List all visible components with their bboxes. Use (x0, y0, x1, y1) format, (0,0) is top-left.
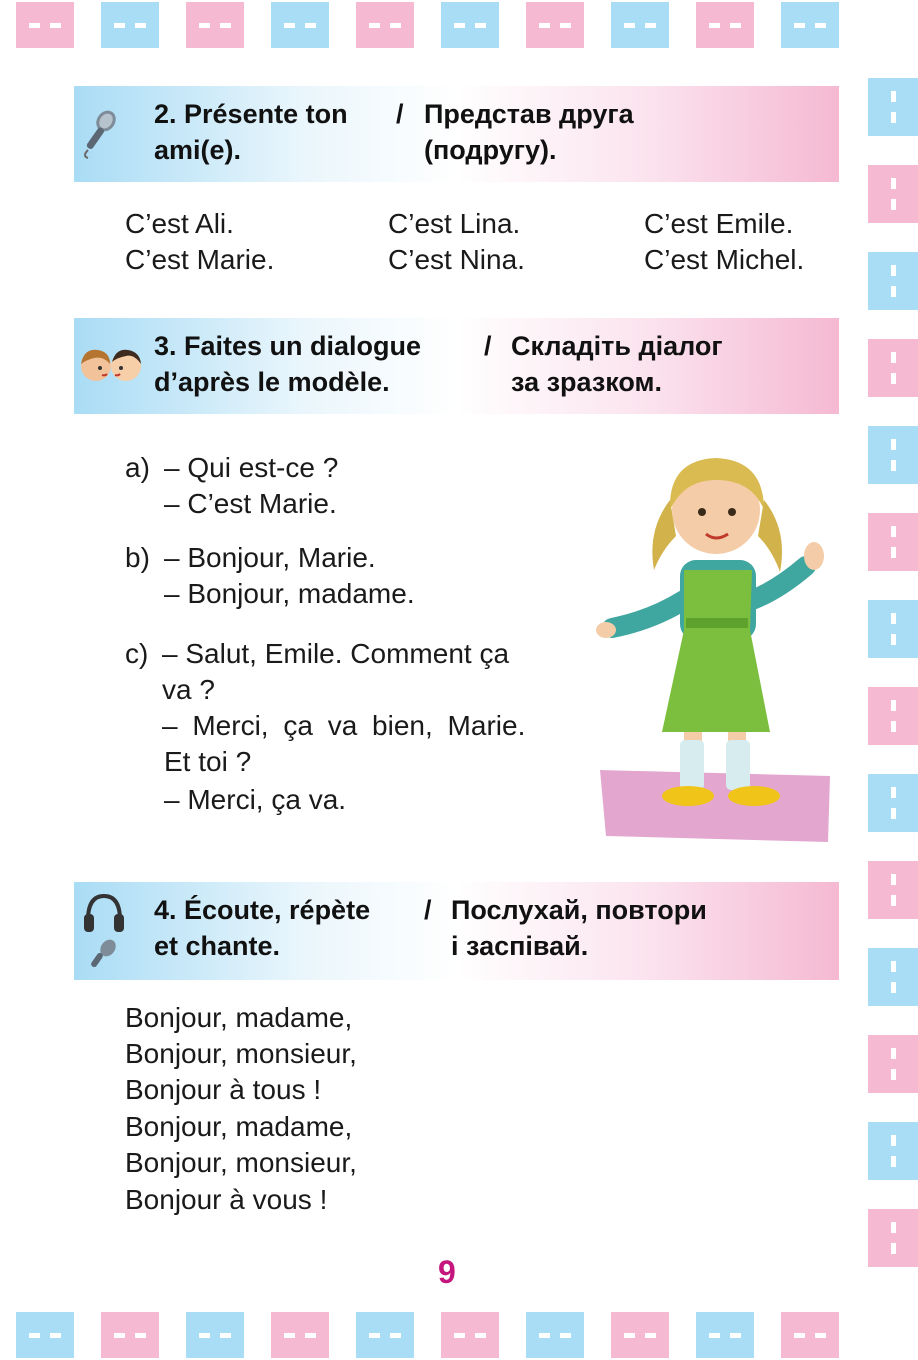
exercise-3-title-ua: Складіть діалог за зразком. (511, 331, 723, 397)
exercise-2-item: C’est Marie. (125, 244, 275, 275)
headphones-microphone-icon (82, 890, 126, 972)
border-tile (186, 1312, 244, 1358)
dialogue-line: Et toi ? (164, 746, 252, 777)
border-tile (356, 2, 414, 48)
border-tile (101, 2, 159, 48)
decorative-border-bottom (0, 1312, 918, 1360)
border-tile (271, 2, 329, 48)
border-tile (868, 774, 918, 832)
exercise-2-item: C’est Michel. (644, 244, 805, 275)
dialogue-marker-b: b) (125, 542, 150, 573)
border-tile (868, 426, 918, 484)
girl-illustration (592, 440, 842, 844)
border-tile (868, 513, 918, 571)
border-tile (441, 2, 499, 48)
song-line: Bonjour, monsieur, (125, 1038, 357, 1069)
border-tile (868, 339, 918, 397)
border-tile (868, 252, 918, 310)
dialogue-line: – Salut, Emile. Comment ça (162, 638, 510, 669)
exercise-2-title-fr: 2. Présente ton ami(e). (154, 99, 348, 165)
border-tile (868, 1035, 918, 1093)
exercise-4-separator: / (424, 895, 432, 925)
exercise-2-item: C’est Emile. (644, 208, 794, 239)
exercise-4-header (74, 882, 839, 980)
border-tile (868, 600, 918, 658)
exercise-3-separator: / (484, 331, 492, 361)
exercise-4-title-ua: Послухай, повтори і заспівай. (451, 895, 707, 961)
border-tile (868, 78, 918, 136)
border-tile (186, 2, 244, 48)
border-tile (696, 1312, 754, 1358)
exercise-2-separator: / (396, 99, 404, 129)
border-tile (101, 1312, 159, 1358)
exercise-2-item: C’est Nina. (388, 244, 525, 275)
dialogue-line: – C’est Marie. (164, 488, 337, 519)
border-tile (526, 1312, 584, 1358)
exercise-4-title-fr: 4. Écoute, répète et chante. (154, 895, 371, 961)
dialogue-marker-c: c) (125, 638, 149, 669)
exercise-2-item: C’est Ali. (125, 208, 234, 239)
dialogue-marker-a: a) (125, 452, 150, 483)
song-line: Bonjour à tous ! (125, 1074, 322, 1105)
exercise-2-item: C’est Lina. (388, 208, 521, 239)
decorative-border-top (0, 0, 918, 48)
border-tile (441, 1312, 499, 1358)
microphone-icon (80, 108, 122, 160)
border-tile (271, 1312, 329, 1358)
border-tile (781, 2, 839, 48)
dialogue-line: – Qui est-ce ? (164, 452, 339, 483)
song-line: Bonjour, madame, (125, 1111, 353, 1142)
song-line: Bonjour à vous ! (125, 1184, 328, 1215)
exercise-2-header (74, 86, 839, 182)
page-number: 9 (438, 1254, 456, 1290)
border-tile (356, 1312, 414, 1358)
border-tile (868, 687, 918, 745)
border-tile (868, 1122, 918, 1180)
dialogue-line: – Bonjour, madame. (164, 578, 415, 609)
border-tile (868, 861, 918, 919)
two-children-icon (76, 342, 146, 390)
border-tile (611, 2, 669, 48)
border-tile (868, 165, 918, 223)
exercise-2-title-ua: Представ друга (подругу). (424, 99, 634, 165)
song-line: Bonjour, monsieur, (125, 1147, 357, 1178)
song-line: Bonjour, madame, (125, 1002, 353, 1033)
border-tile (696, 2, 754, 48)
border-tile (781, 1312, 839, 1358)
border-tile (868, 948, 918, 1006)
exercise-3-header (74, 318, 839, 414)
border-tile (16, 1312, 74, 1358)
dialogue-line: – Bonjour, Marie. (164, 542, 376, 573)
border-tile (16, 2, 74, 48)
dialogue-line: va ? (162, 674, 215, 705)
border-tile (868, 1209, 918, 1267)
dialogue-line: – Merci, ça va bien, Marie. (162, 710, 526, 741)
exercise-3-title-fr: 3. Faites un dialogue d’après le modèle. (154, 331, 422, 397)
decorative-border-right (866, 48, 918, 1312)
border-tile (611, 1312, 669, 1358)
dialogue-line: – Merci, ça va. (164, 784, 347, 815)
border-tile (526, 2, 584, 48)
